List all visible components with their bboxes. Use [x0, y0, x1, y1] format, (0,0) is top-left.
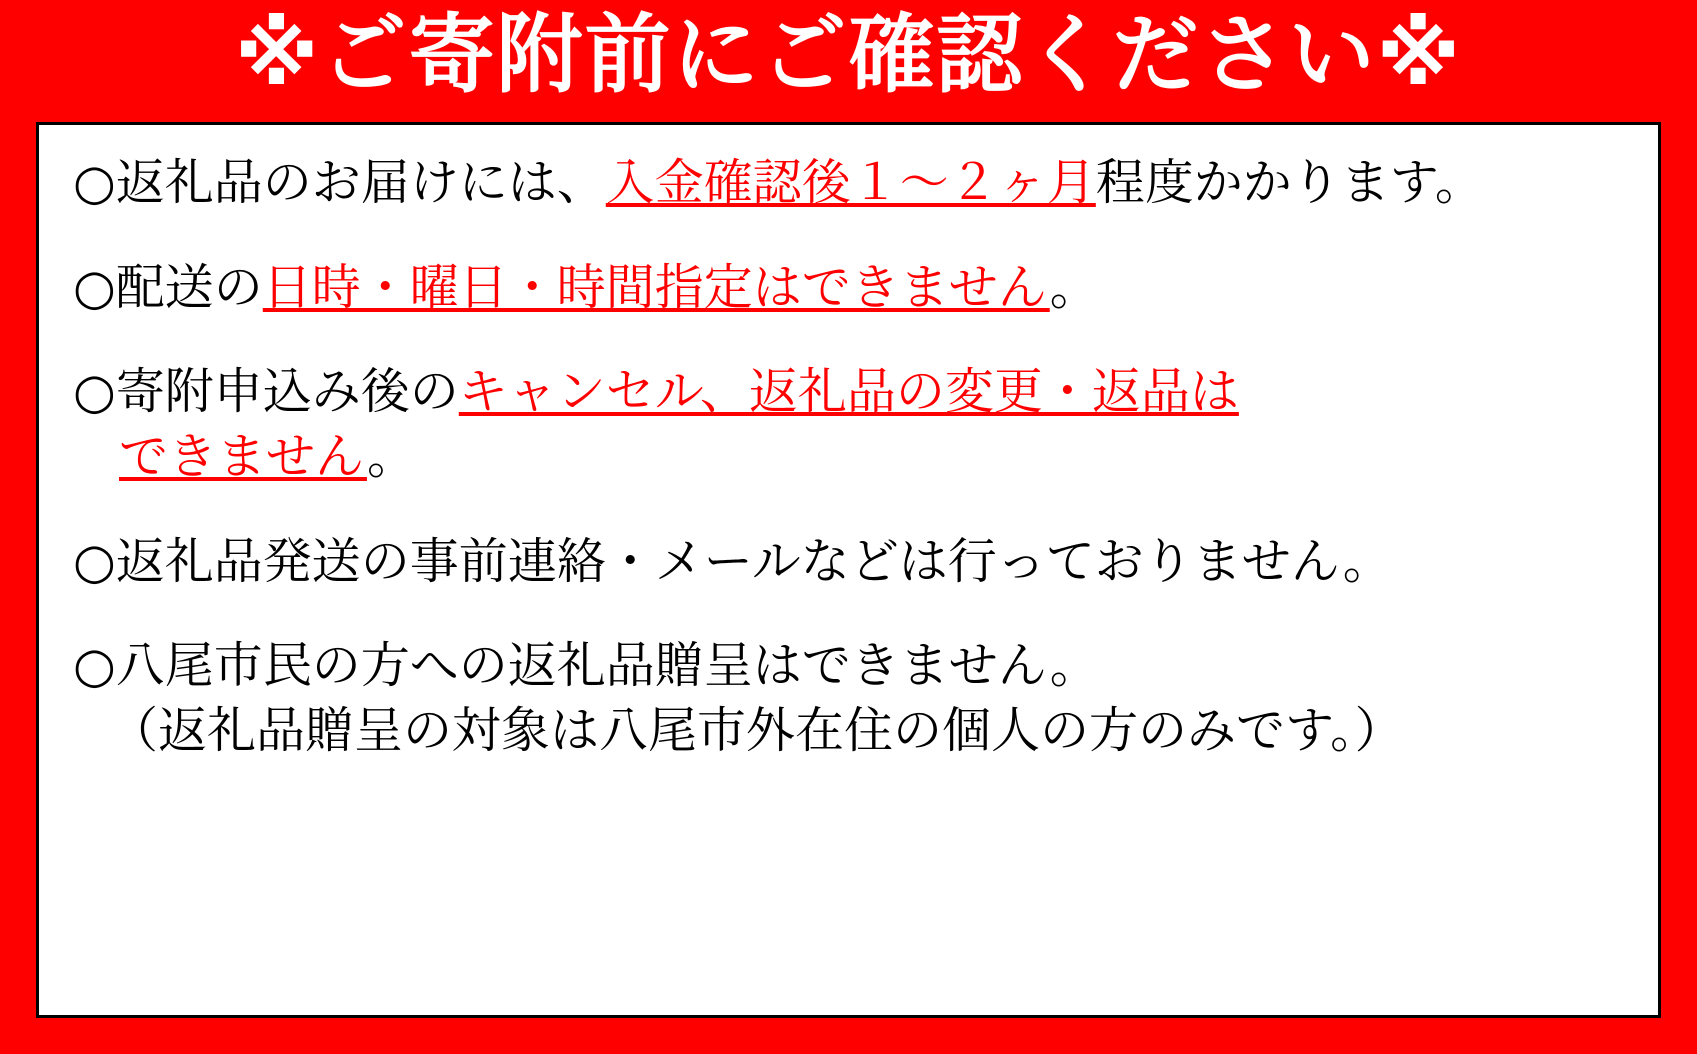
notice-line-2 — [73, 425, 1624, 490]
notice-tail: 程度かかります。 — [1095, 154, 1484, 211]
notice-emphasis: 入金確認後１～２ヶ月 — [605, 154, 1096, 211]
notice-marker: ○ — [73, 637, 116, 695]
notice-item — [73, 530, 1624, 595]
notice-marker: ○ — [73, 532, 116, 590]
notice-lead: 八尾市民の方への返礼品贈呈はできません。 — [115, 637, 1099, 695]
notice-emphasis: キャンセル、返礼品の変更・返品は — [458, 363, 1239, 421]
notice-item — [73, 256, 1624, 321]
notice-emphasis-2: できません — [119, 428, 367, 486]
notice-item — [73, 360, 1624, 489]
notice-emphasis: 日時・曜日・時間指定はできません — [262, 258, 1050, 316]
notice-list — [73, 151, 1624, 764]
notice-lead: 返礼品発送の事前連絡・メールなどは行っておりません。 — [115, 532, 1392, 590]
banner-title: ※ご寄附前にご確認ください※ — [234, 5, 1463, 105]
notice-marker: ○ — [73, 154, 116, 211]
notice-marker: ○ — [73, 258, 116, 316]
notice-box — [36, 122, 1661, 1018]
notice-tail: 。 — [366, 428, 416, 486]
notice-item — [73, 151, 1624, 216]
notice-subline: （返礼品贈呈の対象は八尾市外在住の個人の方のみです。） — [109, 702, 1404, 760]
notice-marker: ○ — [73, 363, 116, 421]
notice-lead: 返礼品のお届けには、 — [115, 154, 606, 211]
notice-lead: 配送の — [115, 258, 263, 316]
notice-tail: 。 — [1049, 258, 1099, 316]
notice-item — [73, 634, 1624, 763]
notice-lead: 寄附申込み後の — [115, 363, 459, 421]
